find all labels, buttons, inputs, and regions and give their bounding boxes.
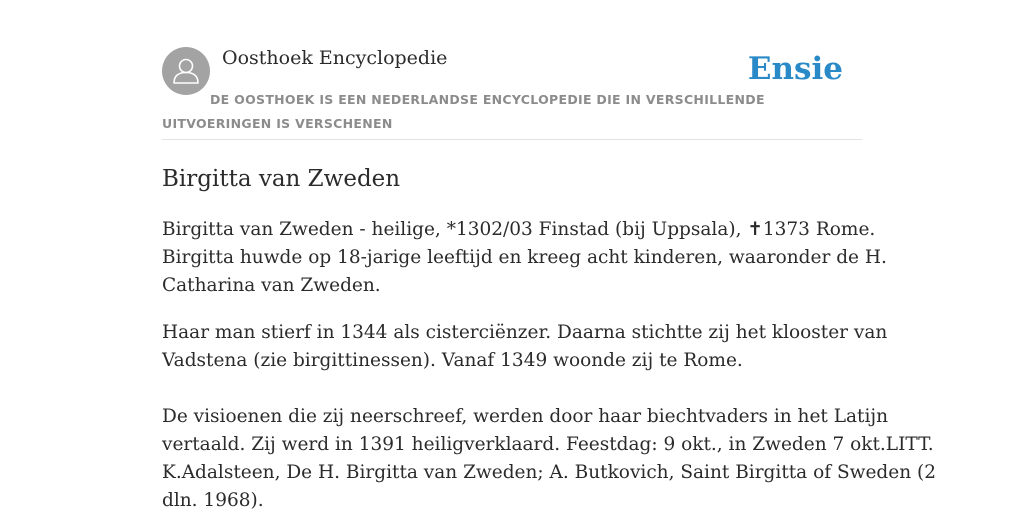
paragraph-line: vertaald. Zij werd in 1391 heiligverklaard. Feestdag: 9 okt., in Zweden 7 okt.LITT.: [162, 434, 934, 455]
paragraph-line: Haar man stierf in 1344 als cisterciënzer. Daarna stichtte zij het klooster van: [162, 322, 888, 343]
paragraph-line: dln. 1968).: [162, 490, 264, 511]
article-paragraph-2: [162, 319, 888, 375]
header-divider: [162, 139, 862, 140]
paragraph-line: Birgitta huwde op 18-jarige leeftijd en kreeg acht kinderen, waaronder de H.: [162, 247, 887, 268]
paragraph-line: [162, 216, 874, 244]
paragraph-line: Vadstena (zie birgittinessen). Vanaf 1349 woonde zij te Rome.: [162, 350, 743, 371]
death-cross-icon: ✝: [747, 219, 763, 240]
paragraph-line: K.Adalsteen, De H. Birgitta van Zweden; A. Butkovich, Saint Birgitta of Sweden (2: [162, 462, 936, 483]
page: [162, 0, 936, 512]
paragraph-text: Birgitta van Zweden - heilige, *1302/03 Finstad (bij Uppsala),: [162, 219, 742, 240]
article-paragraph-1: [162, 216, 887, 300]
paragraph-line: De visioenen die zij neerschreef, werden door haar biechtvaders in het Latijn: [162, 406, 889, 427]
site-title[interactable]: Oosthoek Encyclopedie: [222, 47, 448, 69]
site-tagline: DE OOSTHOEK IS EEN NEDERLANDSE ENCYCLOPEDIE DIE IN VERSCHILLENDE UITVOERINGEN IS VERSCHENEN: [162, 92, 765, 131]
article-paragraph-3: [162, 403, 936, 512]
article-title: Birgitta van Zweden: [162, 166, 401, 192]
paragraph-text: 1373 Rome.: [762, 219, 876, 240]
brand-logo[interactable]: Ensie: [747, 51, 843, 87]
paragraph-line: Catharina van Zweden.: [162, 275, 381, 296]
